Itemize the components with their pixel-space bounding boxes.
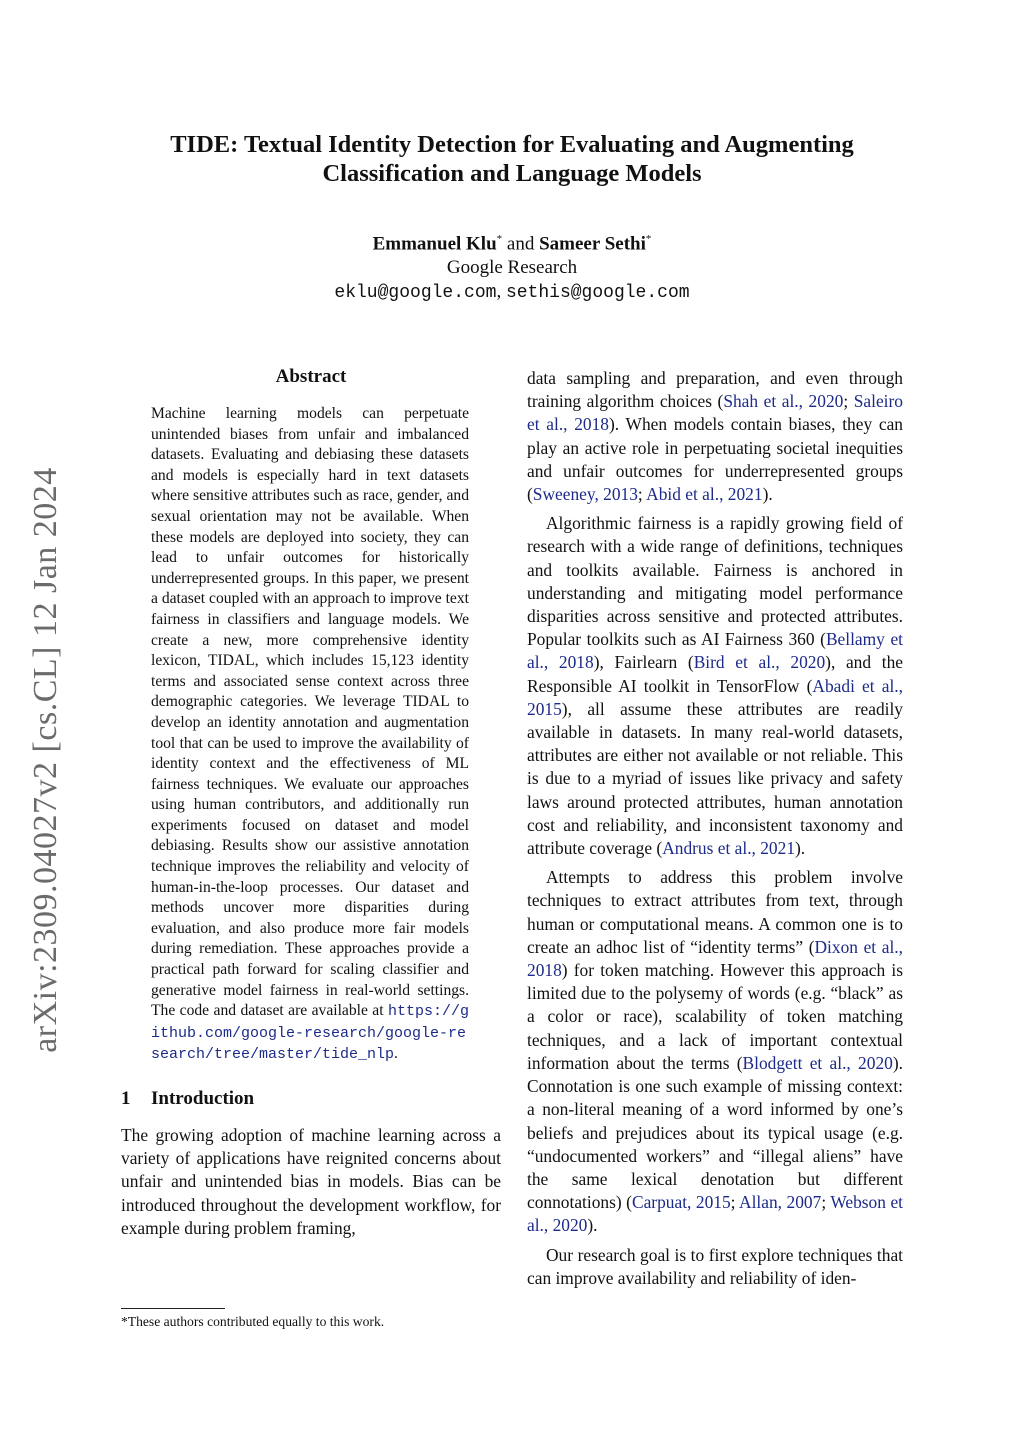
citation-link[interactable]: Abid et al., 2021 bbox=[646, 484, 763, 505]
affiliation: Google Research bbox=[446, 257, 578, 279]
section-heading bbox=[121, 1088, 501, 1110]
arxiv-stamp bbox=[16, 460, 76, 1060]
text: ). bbox=[762, 484, 773, 505]
text: ), all assume these attributes are readily available in datasets. In many real-world datasets, attributes are either not available or not reliable. This is due to a myriad of issues like privacy and safety laws around protected attributes, human annotation cost and reliability, and inconsistent taxonomy and attribute coverage ( bbox=[527, 698, 903, 859]
equal-contribution-mark: * bbox=[645, 233, 652, 245]
text: ), Fairlearn ( bbox=[593, 652, 694, 673]
citation-link[interactable]: Dixon et al., 2018 bbox=[527, 936, 904, 981]
text: ). Connotation is one such example of missing context: a non-literal meaning of a word informed by one’s beliefs and prejudices about its typical usage (e.g. “undocumented workers” and “illegal aliens” have the same lexical denotation but different connotations) ( bbox=[527, 1052, 903, 1213]
paragraph: Our research goal is to first explore techniques that can improve availability and reliability of iden- bbox=[527, 1244, 903, 1288]
section-title: Introduction bbox=[151, 1088, 255, 1109]
text: Algorithmic fairness is a rapidly growing field of research with a wide range of definitions, techniques and toolkits available. Fairness is anchored in understanding and mitigating model performance disparities across sensitive and protected attributes. Popular toolkits such as AI Fairness 360 ( bbox=[527, 513, 903, 650]
abstract-heading: Abstract bbox=[275, 366, 347, 387]
text: ). When models contain biases, they can play an active role in perpetuating societal inequities and unfair outcomes for underrepresented groups ( bbox=[527, 414, 903, 505]
footnote-rule bbox=[121, 1308, 225, 1309]
abstract-end: . bbox=[394, 1045, 398, 1063]
paragraph bbox=[527, 866, 903, 1237]
abstract-body: Machine learning models can perpetuate unintended biases from unfair and imbalanced datasets. Evaluating and debiasing these datasets and models is especially hard in text datasets where sensitive attributes such as race, gender, and sexual orientation may not be available. When these models are deployed into society, they can lead to unfair outcomes for historically underrepresented groups. In this paper, we present a dataset coupled with an approach to improve text fairness in classifiers and language models. We create a new, more comprehensive identity lexicon, TIDAL, which includes 15,123 identity terms and associated sense context across three demographic categories. We leverage TIDAL to develop an identity annotation and augmentation tool that can be used to improve the availability of identity context and the effectiveness of ML fairness techniques. We evaluate our approaches using human contributors, and additionally run experiments focused on dataset and model debiasing. Results show our assistive annotation technique improves the reliability and velocity of human-in-the-loop processes. Our dataset and methods uncover more disparities during evaluation, and also produce more fair models during remediation. These approaches provide a practical path forward for scaling classifier and generative model fairness in real-world settings. The code and dataset are available at bbox=[151, 405, 469, 1020]
paper-title: TIDE: Textual Identity Detection for Evaluating and Augmenting Classification and Language Models bbox=[170, 131, 854, 187]
citation-link[interactable]: Sweeney, 2013 bbox=[532, 484, 638, 505]
citation-link[interactable]: Saleiro et al., 2018 bbox=[527, 391, 903, 435]
intro-paragraph: The growing adoption of machine learning across a variety of applications have reignited concerns about unfair and unintended bias in models. Bias can be introduced throughout the development workflow, for example during problem framing, bbox=[121, 1125, 501, 1238]
section-number: 1 bbox=[121, 1088, 131, 1109]
citation-link[interactable]: Blodgett et al., 2020 bbox=[742, 1052, 893, 1073]
text: ; bbox=[821, 1192, 831, 1213]
citation-link[interactable]: Shah et al., 2020 bbox=[723, 391, 844, 412]
email: eklu@google.com bbox=[334, 283, 497, 304]
citation-link[interactable]: Abadi et al., 2015 bbox=[527, 675, 903, 719]
left-column bbox=[121, 366, 501, 1240]
text: ; bbox=[637, 484, 647, 505]
text: ) for token matching. However this approach is limited due to the polysemy of words (e.g. “black” as a color or race), scalability of token matching techniques, and a lack of important contextual information about the terms ( bbox=[527, 960, 903, 1073]
citation-link[interactable]: Carpuat, 2015 bbox=[631, 1192, 731, 1213]
email: sethis@google.com bbox=[505, 283, 690, 304]
author-line bbox=[120, 227, 904, 256]
text: ; bbox=[730, 1192, 740, 1213]
author-name: Emmanuel Klu bbox=[372, 233, 497, 255]
text: data sampling and preparation, and even through training algorithm choices ( bbox=[527, 368, 903, 412]
author-conjunction: and bbox=[502, 233, 540, 255]
abstract-text bbox=[151, 404, 469, 1066]
citation-link[interactable]: Bellamy et al., 2018 bbox=[527, 629, 903, 673]
arxiv-id: arXiv:2309.04027v2 [cs.CL] 12 Jan 2024 bbox=[27, 467, 64, 1053]
citation-link[interactable]: Bird et al., 2020 bbox=[693, 652, 826, 673]
paragraph bbox=[527, 512, 903, 860]
text: ), and the Responsible AI toolkit in TensorFlow ( bbox=[527, 652, 903, 696]
citation-link[interactable]: Webson et al., 2020 bbox=[527, 1192, 903, 1236]
citation-link[interactable]: Allan, 2007 bbox=[739, 1192, 822, 1213]
author-name: Sameer Sethi bbox=[539, 233, 646, 255]
citation-link[interactable]: Andrus et al., 2021 bbox=[662, 838, 796, 859]
author-block bbox=[120, 227, 904, 305]
text: ). bbox=[795, 838, 806, 859]
text: ). bbox=[587, 1215, 598, 1236]
paragraph bbox=[527, 367, 903, 506]
email-line bbox=[120, 280, 904, 305]
footnote: *These authors contributed equally to this work. bbox=[121, 1314, 385, 1329]
text: ; bbox=[843, 391, 854, 412]
right-column bbox=[527, 367, 903, 1290]
code-link[interactable]: https://github.com/google-research/google-research/tree/master/tide_nlp bbox=[151, 1003, 469, 1064]
email-separator: , bbox=[496, 281, 506, 303]
equal-contribution-mark: * bbox=[496, 233, 503, 245]
text: Attempts to address this problem involve techniques to extract attributes from text, through human or computational means. A common one is to create an adhoc list of “identity terms” ( bbox=[527, 867, 903, 957]
